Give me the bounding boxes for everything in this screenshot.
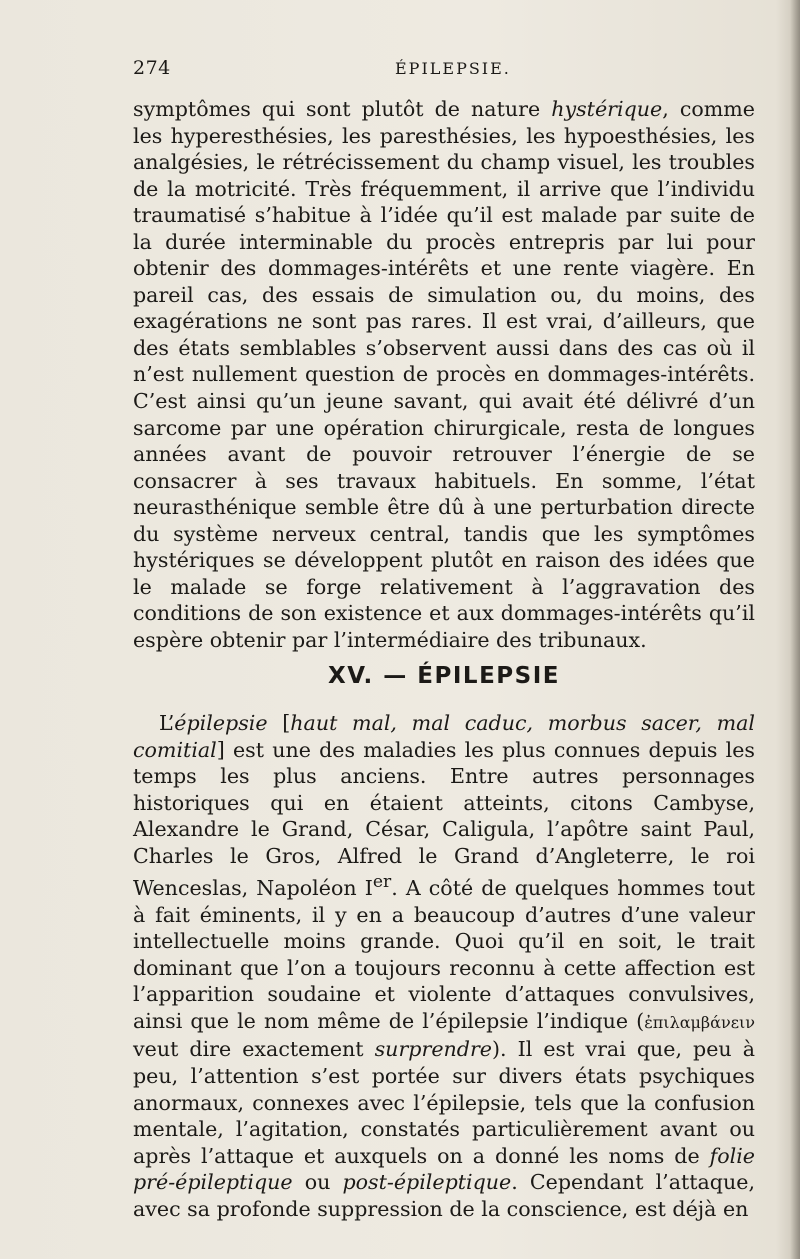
running-header (133, 57, 755, 87)
running-title: ÉPILEPSIE. (395, 59, 511, 78)
italic-term: surprendre (374, 1037, 492, 1062)
italic-synonyms: haut mal, mal caduc, morbus sacer, mal comitial (133, 711, 755, 762)
italic-term: hystérique (551, 97, 663, 121)
text-run: . A côté de quelques hommes tout à fait éminents, il y en a beaucoup d’autres d’une valeur intellectuelle moins grande. Quoi qu’il en soit, le trait dominant que l’on a toujours reconnu à cette affection est l’apparition soudaine et violente d’attaques convulsives, ainsi que le nom même de l’épilepsie l’indique ( (133, 876, 755, 1033)
text-run: ] est une des maladies les plus connues depuis les temps les plus anciens. Entre autres personnages historiques qui en étaient atteints, citons Cambyse, Alexandre le Grand, César, Caligula, l’apôtre saint Paul, Charles le Gros, Alfred le Grand d’Angleterre, le roi Wenceslas, Napoléon I (133, 737, 755, 901)
italic-term: post-épileptique (342, 1170, 512, 1195)
superscript: er (372, 872, 392, 893)
paragraph-text (133, 96, 755, 653)
text-run: , comme les hyperesthésies, les paresthésies, les hypoesthésies, les analgésies, le rétrécissement du champ visuel, les troubles de la motricité. Très fréquemment, il arrive que l’individu traumatisé s’habitue à l’idée qu’il est malade par suite de la durée interminable du procès entrepris par lui pour obtenir des dommages-intérêts et une rente viagère. En pareil cas, des essais de simulation ou, du moins, des exagérations ne sont pas rares. Il est vrai, d’ailleurs, que des états semblables s’observent aussi dans des cas où il n’est nullement question de procès en dommages-intérêts. C’est ainsi qu’un jeune savant, qui avait été délivré d’un sarcome par une opération chirurgicale, resta de longues années avant de pouvoir retrouver l’énergie de se consacrer à ses travaux habituels. En somme, l’état neurasthénique semble être dû à une perturbation directe du système nerveux central, tandis que les symptômes hystériques se développent plutôt en raison des idées que le malade se forge relativement à l’aggravation des conditions de son existence et aux dommages-intérêts qu’il espère obtenir par l’intermédiaire des tribunaux. (133, 97, 755, 652)
text-run: ). Il est vrai que, peu à peu, l’attention s’est portée sur divers états psychiques anormaux, connexes avec l’épilepsie, tels que la confusion mentale, l’agitation, constatés particulièrement avant ou après l’attaque et auxquels on a donné les noms de (133, 1037, 755, 1168)
text-run: L’ (159, 711, 175, 735)
text-run: ou (292, 1170, 343, 1195)
text-run: symptômes qui sont plutôt de nature (133, 97, 552, 121)
text-run: . Cependant l’attaque, avec sa profonde suppression de la conscience, est déjà en (133, 1170, 755, 1221)
paragraph-epilepsie (133, 710, 755, 1222)
paragraph-continuation (133, 96, 755, 653)
italic-term: folie pré-épileptique (133, 1143, 755, 1195)
page-edge-shadow (790, 0, 800, 1259)
text-run: veut dire exactement (133, 1037, 375, 1062)
greek-word: ἐπιλαμβάνειν (644, 1012, 755, 1032)
page-number: 274 (133, 57, 171, 79)
italic-term: épilepsie (174, 711, 268, 735)
text-run: [ (267, 711, 291, 735)
section-heading: XV. — ÉPILEPSIE (327, 663, 560, 689)
paragraph-text (133, 710, 755, 1222)
